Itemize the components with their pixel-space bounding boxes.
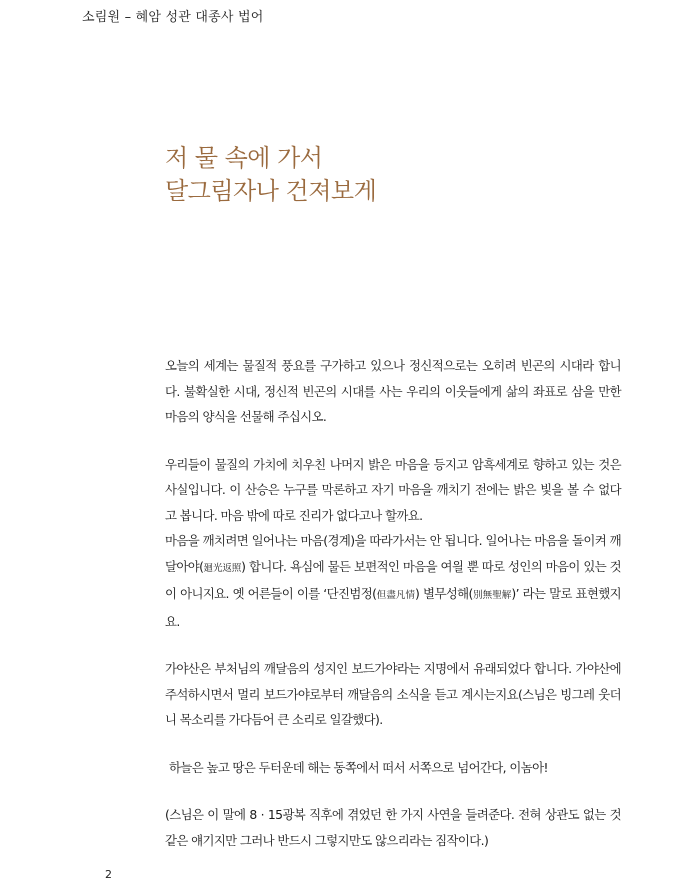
hanja-term-2: 但盡凡情 (376, 590, 416, 601)
paragraph-3-text-b: ) 합니다. 욕심에 물든 보편적인 마음을 여읠 뿐 따로 성인의 마음이 있는 것이 아니지요. 옛 어른들이 이를 ‘단진범정( (165, 558, 621, 601)
paragraph-3-text-a: 마음을 깨치려면 일어나는 마음(경계)을 따라가서는 안 됩니다. 일어나는 마음을 돌이켜 깨달아야( (165, 533, 621, 574)
paragraph-3-text-c: ) 별무성해( (415, 586, 473, 601)
title-line-2: 달그림자나 건져보게 (165, 177, 377, 205)
paragraph-3 (165, 528, 621, 634)
paragraph-6: (스님은 이 말에 8 · 15광복 직후에 겪었던 한 가지 사연을 들려준다. 전혀 상관도 없는 것 같은 얘기지만 그러나 반드시 그렇지만도 않으리라는 짐작이다.) (165, 807, 621, 848)
paragraph-5: 하늘은 높고 땅은 두터운데 해는 동쪽에서 떠서 서쪽으로 넘어간다, 이놈아! (169, 759, 548, 775)
title-line-1: 저 물 속에 가서 (165, 144, 323, 172)
article-body (165, 353, 621, 853)
hanja-term-1: 廻光返照 (203, 562, 242, 574)
hanja-term-3: 別無聖解 (472, 590, 512, 601)
paragraph-2: 우리들이 물질의 가치에 치우친 나머지 밝은 마음을 등지고 암흑세계로 향하고 있는 것은 사실입니다. 이 산승은 누구를 막론하고 자기 마음을 깨치기 전에는 밝은 빛을 볼 수 없다고 봅니다. 마음 밖에 따로 진리가 없다고나 할까요. (165, 456, 621, 523)
paragraph-1: 오늘의 세계는 물질적 풍요를 구가하고 있으나 정신적으로는 오히려 빈곤의 시대라 합니다. 불확실한 시대, 정신적 빈곤의 시대를 사는 우리의 이웃들에게 삶의 좌표로 삼을 만한 마음의 양식을 선물해 주십시오. (165, 358, 621, 424)
page-number: 2 (105, 868, 112, 881)
paragraph-4: 가야산은 부처님의 깨달음의 성지인 보드가야라는 지명에서 유래되었다 합니다. 가야산에 주석하시면서 멀리 보드가야로부터 깨달음의 소식을 듣고 계시는지요(스님은 빙그레 웃더니 목소리를 가다듬어 큰 소리로 일갈했다). (165, 661, 621, 727)
article-title (165, 142, 376, 208)
running-header: 소림원 – 혜암 성관 대종사 법어 (82, 10, 264, 25)
paragraph-3-text-d: )’ 라는 말로 표현했지요. (165, 586, 621, 629)
